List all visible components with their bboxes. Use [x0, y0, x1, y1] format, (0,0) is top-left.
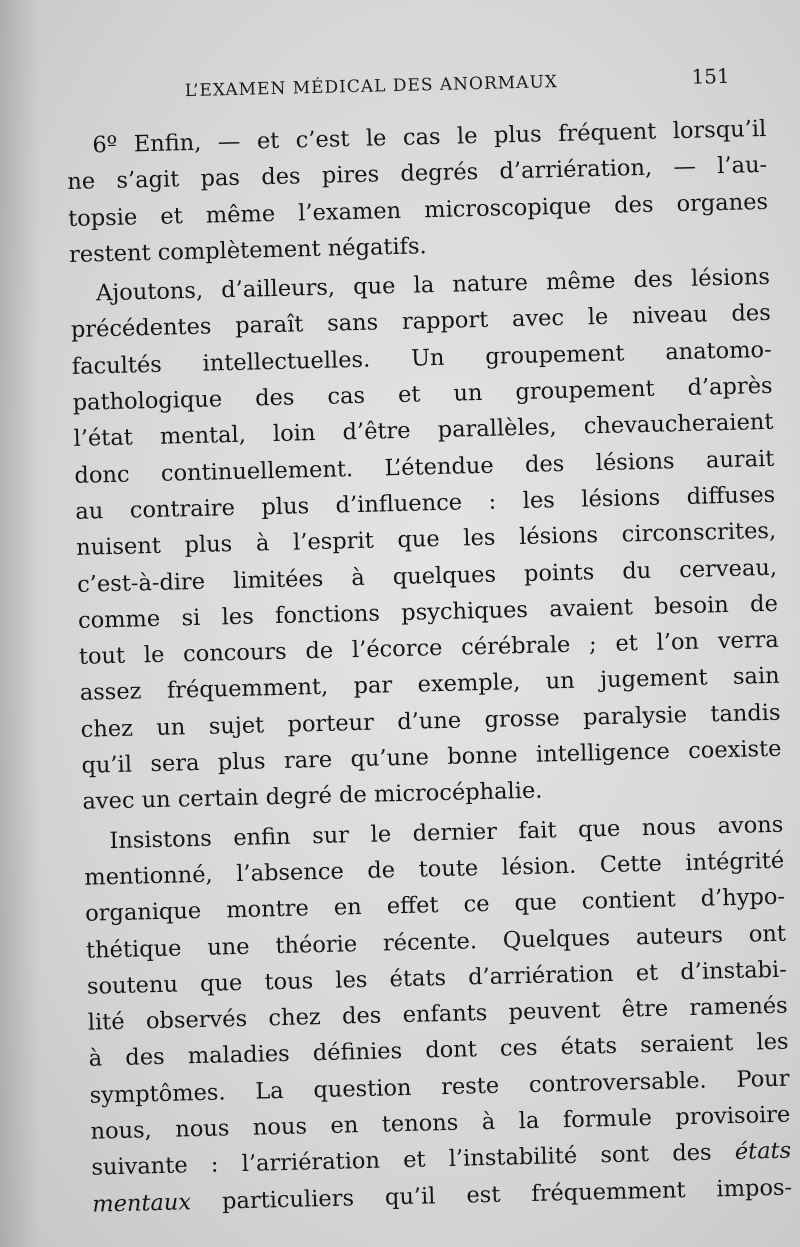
text-line: avec un certain degré de microcéphalie.: [82, 777, 543, 816]
text-line: l’état mental, loin d’être parallèles, chevaucheraient: [73, 409, 774, 453]
text-line: à des maladies définies dont ces états seraient les: [88, 1029, 789, 1073]
text-line: tout le concours de l’écorce cérébrale ; et l’on verra: [78, 626, 780, 670]
text-line: au contraire plus d’influence : les lésions diffuses: [75, 481, 776, 525]
text-line: nuisent plus à l’esprit que les lésions circonscrites,: [75, 518, 777, 562]
text-line: 6º Enfin, — et c’est le cas le plus fréquent lorsqu’il: [92, 115, 767, 159]
text-segment: particuliers qu’il est fréquemment impos-: [190, 1174, 793, 1215]
text-line: assez fréquemment, par exemple, un jugement sain: [79, 663, 780, 707]
text-line: Insistons enfin sur le dernier fait que nous avons: [109, 811, 784, 854]
text-line: Ajoutons, d’ailleurs, que la nature même des lésions: [95, 264, 771, 307]
text-line: soutenu que tous les états d’arriération et d’instabi-: [86, 956, 788, 1000]
body-text: [66, 111, 793, 1223]
text-line: précédentes paraît sans rapport avec le niveau des: [70, 300, 772, 344]
text-line: symptômes. La question reste controversable. Pour: [89, 1065, 790, 1109]
text-line: topsie et même l’examen microscopique des organes: [67, 188, 769, 232]
text-line: mentionné, l’absence de toute lésion. Cette intégrité: [84, 847, 785, 891]
text-line: ne s’agit pas des pires degrés d’arriération, — l’au-: [67, 152, 768, 196]
text-line: chez un sujet porteur d’une grosse paralysie tandis: [80, 699, 781, 743]
page-number: 151: [691, 63, 730, 89]
page-header: [150, 63, 731, 112]
text-line: comme si les fonctions psychiques avaient besoin de: [77, 590, 779, 634]
text-line: nous, nous nous en tenons à la formule provisoire: [90, 1101, 791, 1145]
text-line: facultés intellectuelles. Un groupement anatomo-: [71, 336, 772, 380]
text-line: qu’il sera plus rare qu’une bonne intelligence coexiste: [81, 735, 782, 779]
text-line: thétique une théorie récente. Quelques auteurs ont: [85, 920, 787, 964]
text-line: restent complètement négatifs.: [68, 233, 427, 268]
text-line: pathologique des cas et un groupement d’après: [72, 372, 773, 416]
text-line: organique montre en effet ce que contient d’hypo-: [84, 883, 786, 927]
text-line: c’est-à-dire limitées à quelques points du cerveau,: [76, 554, 778, 598]
running-head: L’EXAMEN MÉDICAL DES ANORMAUX: [184, 72, 559, 102]
text-segment: suivante : l’arriération et l’instabilité sont des: [91, 1139, 712, 1181]
italic-word: mentaux: [91, 1188, 192, 1218]
text-line: lité observés chez des enfants peuvent être ramenés: [87, 992, 788, 1036]
text-line: donc continuellement. L’étendue des lésions aurait: [74, 445, 775, 489]
italic-word: états: [734, 1137, 792, 1166]
